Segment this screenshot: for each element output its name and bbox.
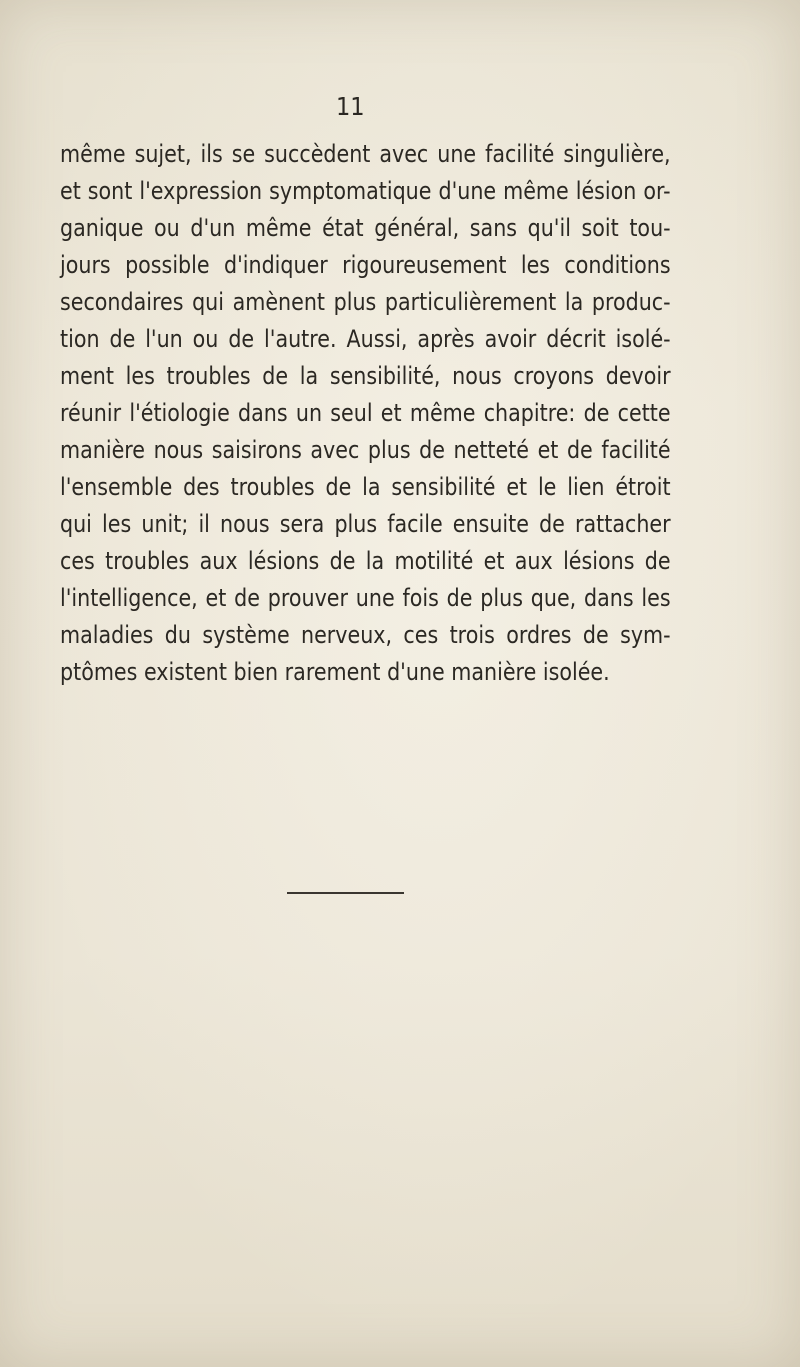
section-divider-rule (287, 892, 404, 894)
text-line: maladies du système nerveux, ces trois ordres de sym- (60, 621, 671, 649)
text-line: qui les unit; il nous sera plus facile ensuite de rattacher (60, 510, 671, 538)
text-line: manière nous saisirons avec plus de netteté et de facilité (60, 436, 671, 464)
text-line: et sont l'expression symptomatique d'une même lésion or- (60, 177, 671, 205)
text-line: ces troubles aux lésions de la motilité et aux lésions de (60, 547, 671, 575)
text-line: ment les troubles de la sensibilité, nous croyons devoir (60, 362, 671, 390)
text-line: ptômes existent bien rarement d'une manière isolée. (60, 658, 610, 686)
text-line: l'ensemble des troubles de la sensibilité et le lien étroit (60, 473, 671, 501)
body-paragraph (60, 136, 670, 691)
text-line: tion de l'un ou de l'autre. Aussi, après avoir décrit isolé- (60, 325, 671, 353)
text-line: jours possible d'indiquer rigoureusement les conditions (60, 251, 671, 279)
page-number: 11 (336, 92, 365, 121)
text-line: ganique ou d'un même état général, sans qu'il soit tou- (60, 214, 671, 242)
text-line: l'intelligence, et de prouver une fois de plus que, dans les (60, 584, 671, 612)
text-line: réunir l'étiologie dans un seul et même chapitre: de cette (60, 399, 671, 427)
text-line: secondaires qui amènent plus particulièrement la produc- (60, 288, 671, 316)
text-line: même sujet, ils se succèdent avec une facilité singulière, (60, 140, 671, 168)
